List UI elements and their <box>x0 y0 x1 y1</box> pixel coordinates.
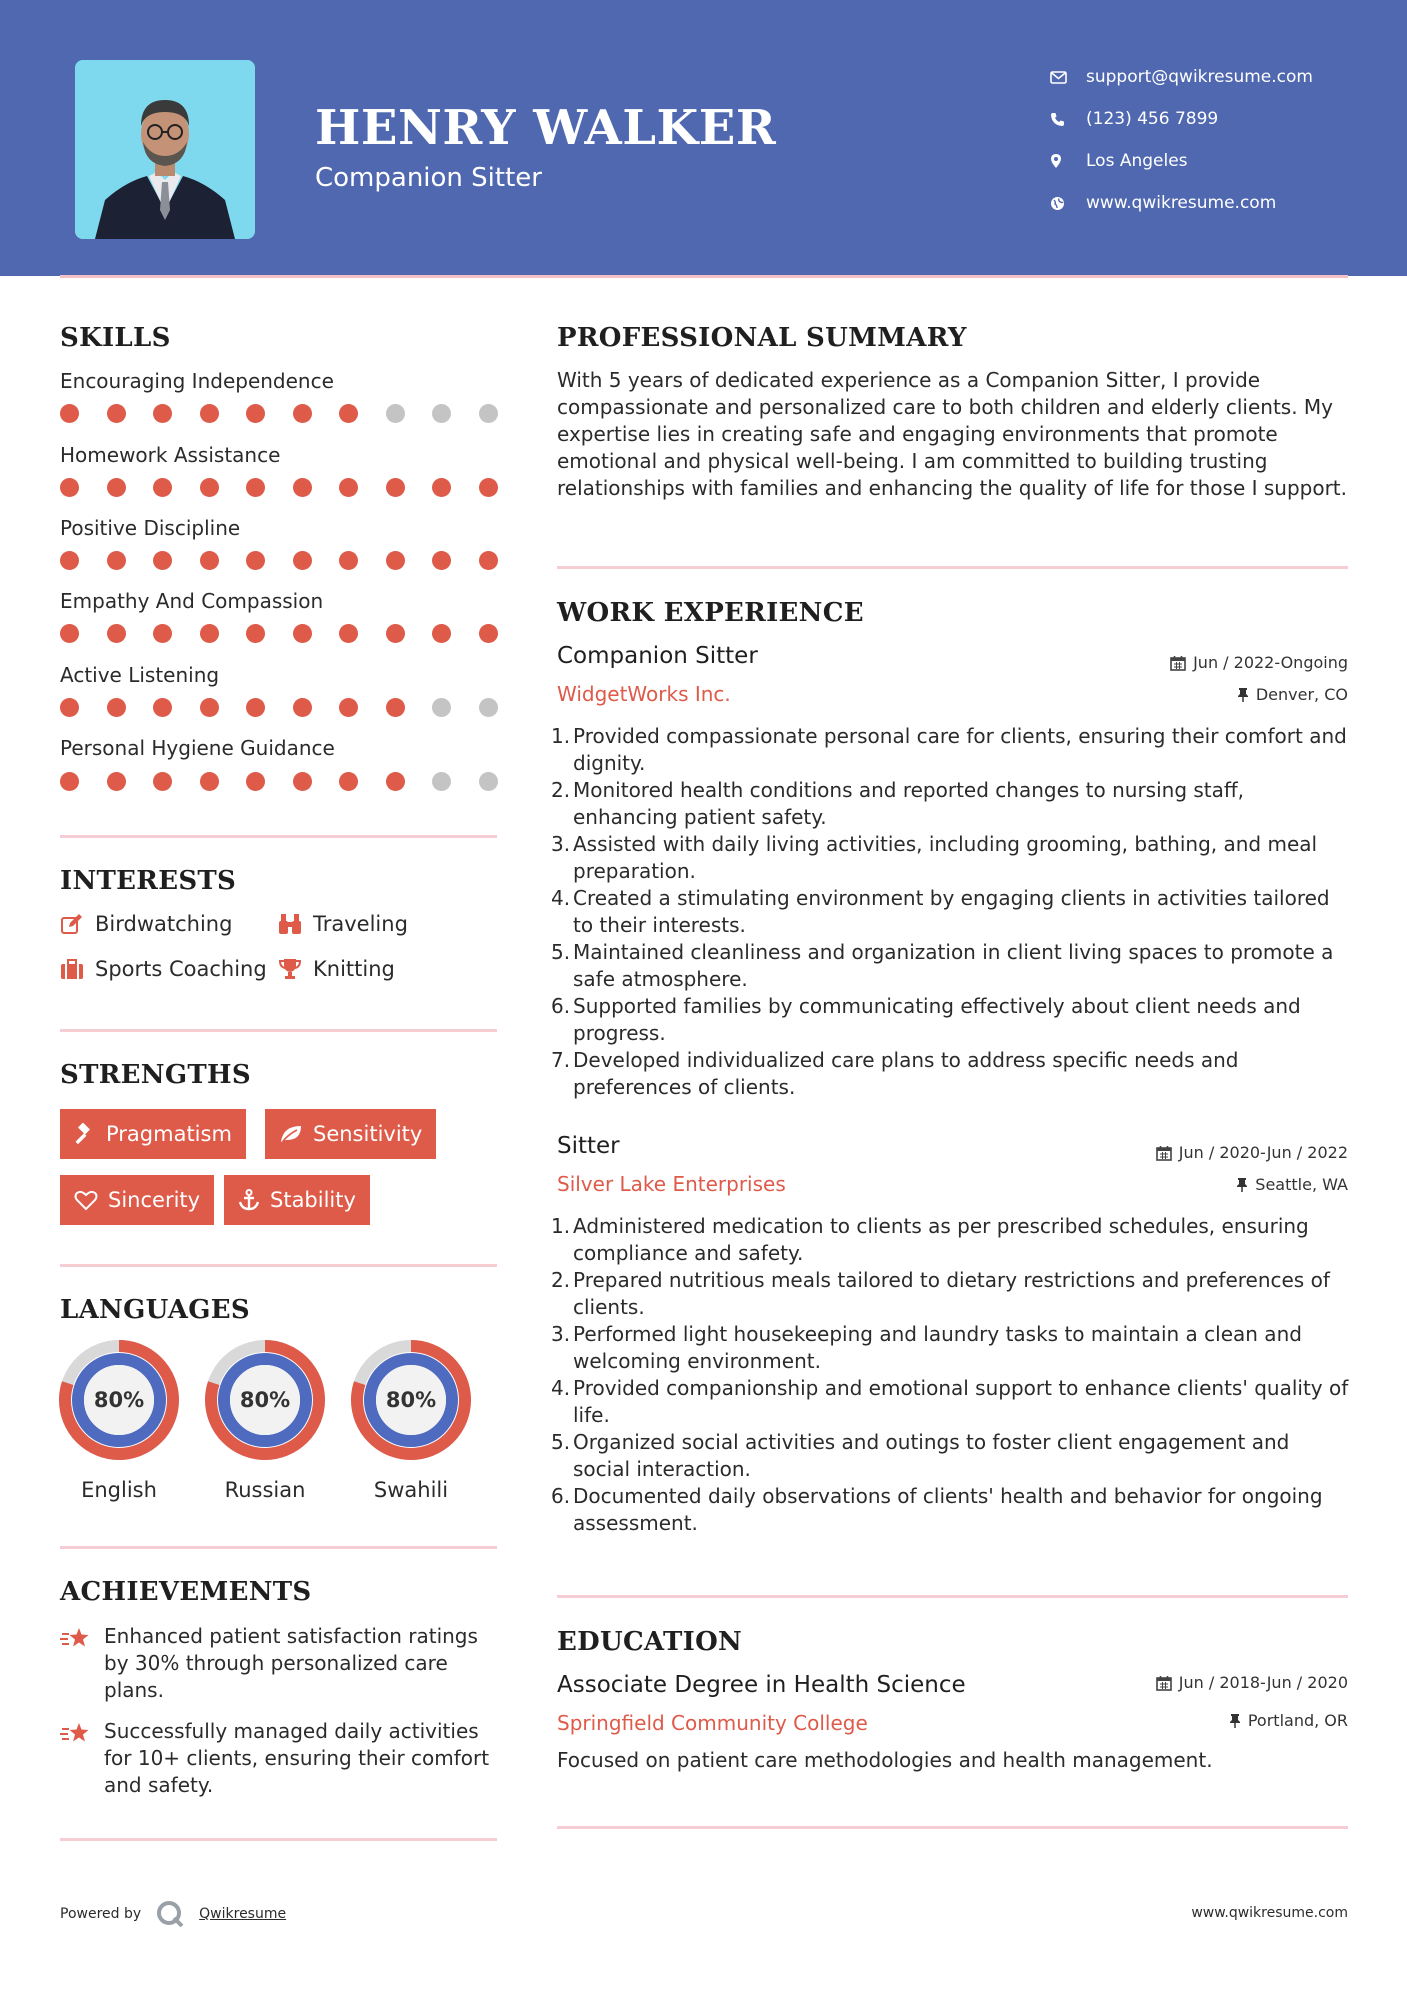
interest-item <box>278 957 395 981</box>
qwikresume-logo-icon <box>155 1899 185 1929</box>
skill-dot-filled <box>386 698 405 717</box>
skill-dot-filled <box>386 478 405 497</box>
language-name: Russian <box>224 1478 306 1502</box>
strength-label: Sensitivity <box>313 1122 423 1146</box>
job-location <box>1237 685 1348 704</box>
skill-dot-filled <box>432 478 451 497</box>
trophy-icon <box>278 958 313 980</box>
phone-icon <box>1050 112 1086 127</box>
skill-dot-filled <box>386 772 405 791</box>
contact-list <box>1050 56 1380 224</box>
section-divider <box>60 1546 497 1549</box>
skill-dot-filled <box>60 624 79 643</box>
skill-dot-filled <box>60 772 79 791</box>
skill-name: Encouraging Independence <box>60 369 334 393</box>
achievements-heading: ACHIEVEMENTS <box>60 1577 312 1607</box>
language-percent: 80% <box>385 1388 437 1412</box>
language-percent: 80% <box>93 1388 145 1412</box>
job-bullet: 2. Prepared nutritious meals tailored to dietary restrictions and preferences of clients. <box>551 1268 1330 1319</box>
strength-tag <box>60 1175 214 1225</box>
skill-dot-filled <box>153 551 172 570</box>
skill-dot-filled <box>339 551 358 570</box>
envelope-icon <box>1050 71 1086 84</box>
skill-dot-filled <box>153 404 172 423</box>
job-title: Companion Sitter <box>557 643 758 669</box>
section-divider <box>557 566 1348 569</box>
interest-item <box>278 912 408 936</box>
pushpin-icon <box>1237 687 1249 703</box>
skill-dot-filled <box>107 404 126 423</box>
pushpin-icon <box>1236 1177 1248 1193</box>
language-item <box>59 1340 179 1502</box>
skill-rating <box>60 404 497 424</box>
section-divider <box>557 1826 1348 1829</box>
job-bullet: 1. Provided compassionate personal care for clients, ensuring their comfort and dignity. <box>551 724 1347 775</box>
interest-label: Traveling <box>313 912 408 936</box>
skill-dot-filled <box>339 698 358 717</box>
skill-dot-filled <box>60 478 79 497</box>
leaf-icon <box>279 1124 303 1144</box>
summary-heading: PROFESSIONAL SUMMARY <box>557 323 967 353</box>
skill-dot-filled <box>200 698 219 717</box>
skill-dot-filled <box>293 772 312 791</box>
skill-dot-filled <box>107 624 126 643</box>
powered-by <box>60 1899 286 1929</box>
contact-location <box>1050 140 1380 182</box>
skill-dot-filled <box>432 624 451 643</box>
skill-dot-filled <box>60 698 79 717</box>
skill-dot-filled <box>200 772 219 791</box>
skill-dot-filled <box>60 404 79 423</box>
skill-dot-filled <box>339 772 358 791</box>
calendar-icon <box>1156 1145 1172 1161</box>
job-bullets <box>551 1213 1352 1537</box>
skill-dot-filled <box>246 624 265 643</box>
skill-dot-filled <box>432 551 451 570</box>
skill-dot-filled <box>293 478 312 497</box>
job-bullet: 5. Maintained cleanliness and organization in client living spaces to promote a safe atmosphere. <box>551 940 1334 991</box>
skill-name: Homework Assistance <box>60 443 281 467</box>
strength-tag <box>60 1109 246 1159</box>
job-location <box>1236 1175 1348 1194</box>
job-dates <box>1170 653 1348 672</box>
skill-dot-empty <box>386 404 405 423</box>
skill-rating <box>60 698 497 718</box>
skill-name: Personal Hygiene Guidance <box>60 736 335 760</box>
language-percent: 80% <box>239 1388 291 1412</box>
education-dates <box>1156 1673 1348 1692</box>
experience-heading: WORK EXPERIENCE <box>557 598 864 628</box>
degree-title: Associate Degree in Health Science <box>557 1672 966 1698</box>
education-location-text: Portland, OR <box>1247 1711 1348 1730</box>
contact-location-text: Los Angeles <box>1086 151 1188 171</box>
profile-photo <box>75 60 255 239</box>
candidate-role: Companion Sitter <box>315 163 542 193</box>
section-divider <box>60 1838 497 1841</box>
skill-dot-empty <box>432 698 451 717</box>
map-pin-icon <box>1050 153 1086 169</box>
skill-dot-empty <box>479 404 498 423</box>
skill-rating <box>60 624 497 644</box>
section-divider <box>557 1595 1348 1598</box>
skill-dot-filled <box>386 624 405 643</box>
skill-dot-filled <box>107 772 126 791</box>
job-dates-text: Jun / 2020-Jun / 2022 <box>1178 1143 1348 1162</box>
skill-dot-filled <box>153 772 172 791</box>
pushpin-icon <box>1229 1713 1241 1729</box>
star-medal-icon <box>60 1623 104 1704</box>
interest-label: Knitting <box>313 957 395 981</box>
skill-dot-filled <box>200 404 219 423</box>
skill-dot-filled <box>107 698 126 717</box>
strengths-heading: STRENGTHS <box>60 1060 251 1090</box>
skill-dot-filled <box>107 478 126 497</box>
candidate-name: HENRY WALKER <box>315 100 777 156</box>
summary-text: With 5 years of dedicated experience as a Companion Sitter, I provide compassionate and personalized care to both children and elderly clients. My expertise lies in creating safe and engaging environments that promote emotional and physical well-being. I am committed to building trusting relationships with families and enhancing the quality of life for those I support. <box>557 368 1348 500</box>
skill-dot-filled <box>339 624 358 643</box>
interests-heading: INTERESTS <box>60 866 237 896</box>
achievement-text: Successfully managed daily activities for 10+ clients, ensuring their comfort and safety. <box>104 1719 490 1797</box>
skill-dot-filled <box>246 478 265 497</box>
job-location-text: Seattle, WA <box>1255 1175 1348 1194</box>
skill-rating <box>60 478 497 498</box>
job-bullet: 5. Organized social activities and outings to foster client engagement and social interaction. <box>551 1430 1290 1481</box>
contact-website[interactable] <box>1050 182 1380 224</box>
school-name: Springfield Community College <box>557 1711 868 1735</box>
contact-website-text: www.qwikresume.com <box>1086 193 1277 213</box>
languages-heading: LANGUAGES <box>60 1295 250 1325</box>
contact-phone-text: (123) 456 7899 <box>1086 109 1219 129</box>
skill-dot-filled <box>200 551 219 570</box>
skill-dot-filled <box>479 624 498 643</box>
job-bullet: 1. Administered medication to clients as per prescribed schedules, ensuring compliance and safety. <box>551 1214 1309 1265</box>
gavel-icon <box>74 1123 96 1145</box>
skill-dot-filled <box>339 478 358 497</box>
skill-dot-filled <box>293 551 312 570</box>
binoculars-icon <box>278 913 313 935</box>
skill-dot-filled <box>479 478 498 497</box>
skill-dot-filled <box>246 404 265 423</box>
section-divider <box>60 1029 497 1032</box>
skill-dot-filled <box>479 551 498 570</box>
anchor-icon <box>238 1189 260 1211</box>
skill-rating <box>60 551 497 571</box>
job-title: Sitter <box>557 1133 620 1159</box>
globe-icon <box>1050 196 1086 211</box>
skill-dot-filled <box>246 698 265 717</box>
job-bullet: 4. Created a stimulating environment by engaging clients in activities tailored to their interests. <box>551 886 1330 937</box>
skill-dot-empty <box>432 404 451 423</box>
star-medal-icon <box>60 1718 104 1799</box>
skill-dot-filled <box>153 698 172 717</box>
skill-dot-filled <box>293 624 312 643</box>
job-bullet: 6. Documented daily observations of clients' health and behavior for ongoing assessment. <box>551 1484 1323 1535</box>
contact-phone[interactable] <box>1050 98 1380 140</box>
skill-dot-filled <box>293 404 312 423</box>
calendar-icon <box>1170 655 1186 671</box>
heart-icon <box>74 1190 98 1211</box>
skill-dot-filled <box>246 551 265 570</box>
footer-url[interactable]: www.qwikresume.com <box>1191 1905 1348 1921</box>
interest-label: Birdwatching <box>95 912 233 936</box>
resume-header <box>0 0 1407 276</box>
achievement-item <box>60 1623 497 1704</box>
language-item <box>205 1340 325 1502</box>
strength-tag <box>224 1175 370 1225</box>
header-divider <box>60 275 1348 278</box>
interest-item <box>60 912 232 936</box>
education-dates-text: Jun / 2018-Jun / 2020 <box>1178 1673 1348 1692</box>
section-divider <box>60 835 497 838</box>
skill-dot-filled <box>107 551 126 570</box>
skill-dot-filled <box>200 478 219 497</box>
achievement-item <box>60 1718 497 1799</box>
job-bullet: 7. Developed individualized care plans to address specific needs and preferences of clients. <box>551 1048 1239 1099</box>
company-name: WidgetWorks Inc. <box>557 682 731 706</box>
skill-dot-filled <box>200 624 219 643</box>
job-location-text: Denver, CO <box>1255 685 1348 704</box>
skills-heading: SKILLS <box>60 323 171 353</box>
interest-item <box>60 957 267 981</box>
skill-dot-filled <box>60 551 79 570</box>
education-location <box>1229 1711 1348 1730</box>
skill-dot-empty <box>479 772 498 791</box>
interest-label: Sports Coaching <box>95 957 267 981</box>
language-name: English <box>81 1478 157 1502</box>
strength-tag <box>265 1109 436 1159</box>
skill-dot-filled <box>153 624 172 643</box>
skill-dot-empty <box>479 698 498 717</box>
job-bullet: 6. Supported families by communicating effectively about client needs and progress. <box>551 994 1301 1045</box>
skill-rating <box>60 772 497 792</box>
job-dates-text: Jun / 2022-Ongoing <box>1193 653 1348 672</box>
skill-name: Positive Discipline <box>60 516 241 540</box>
language-name: Swahili <box>373 1478 449 1502</box>
strength-label: Sincerity <box>108 1188 201 1212</box>
skill-name: Empathy And Compassion <box>60 589 324 613</box>
contact-email-text: support@qwikresume.com <box>1086 67 1313 87</box>
strength-label: Stability <box>270 1188 356 1212</box>
language-item <box>351 1340 471 1502</box>
education-description: Focused on patient care methodologies and health management. <box>557 1748 1213 1772</box>
education-heading: EDUCATION <box>557 1627 743 1657</box>
pencil-square-icon <box>60 913 95 935</box>
job-bullet: 3. Assisted with daily living activities, including grooming, bathing, and meal preparation. <box>551 832 1318 883</box>
company-name: Silver Lake Enterprises <box>557 1172 786 1196</box>
qwikresume-link[interactable]: Qwikresume <box>199 1906 287 1922</box>
strength-label: Pragmatism <box>106 1122 232 1146</box>
job-bullet: 2. Monitored health conditions and reported changes to nursing staff, enhancing patient safety. <box>551 778 1245 829</box>
section-divider <box>60 1264 497 1267</box>
job-bullet: 3. Performed light housekeeping and laundry tasks to maintain a clean and welcoming environment. <box>551 1322 1302 1373</box>
calendar-icon <box>1156 1675 1172 1691</box>
contact-email[interactable] <box>1050 56 1380 98</box>
skill-dot-empty <box>432 772 451 791</box>
skill-dot-filled <box>246 772 265 791</box>
skill-dot-filled <box>386 551 405 570</box>
skill-dot-filled <box>153 478 172 497</box>
achievement-text: Enhanced patient satisfaction ratings by 30% through personalized care plans. <box>104 1624 478 1702</box>
skill-name: Active Listening <box>60 663 220 687</box>
skill-dot-filled <box>339 404 358 423</box>
job-bullets <box>551 723 1352 1101</box>
job-dates <box>1156 1143 1348 1162</box>
briefcase-icon <box>60 958 95 980</box>
job-bullet: 4. Provided companionship and emotional support to enhance clients' quality of life. <box>551 1376 1349 1427</box>
skill-dot-filled <box>293 698 312 717</box>
powered-by-label: Powered by <box>60 1906 142 1922</box>
